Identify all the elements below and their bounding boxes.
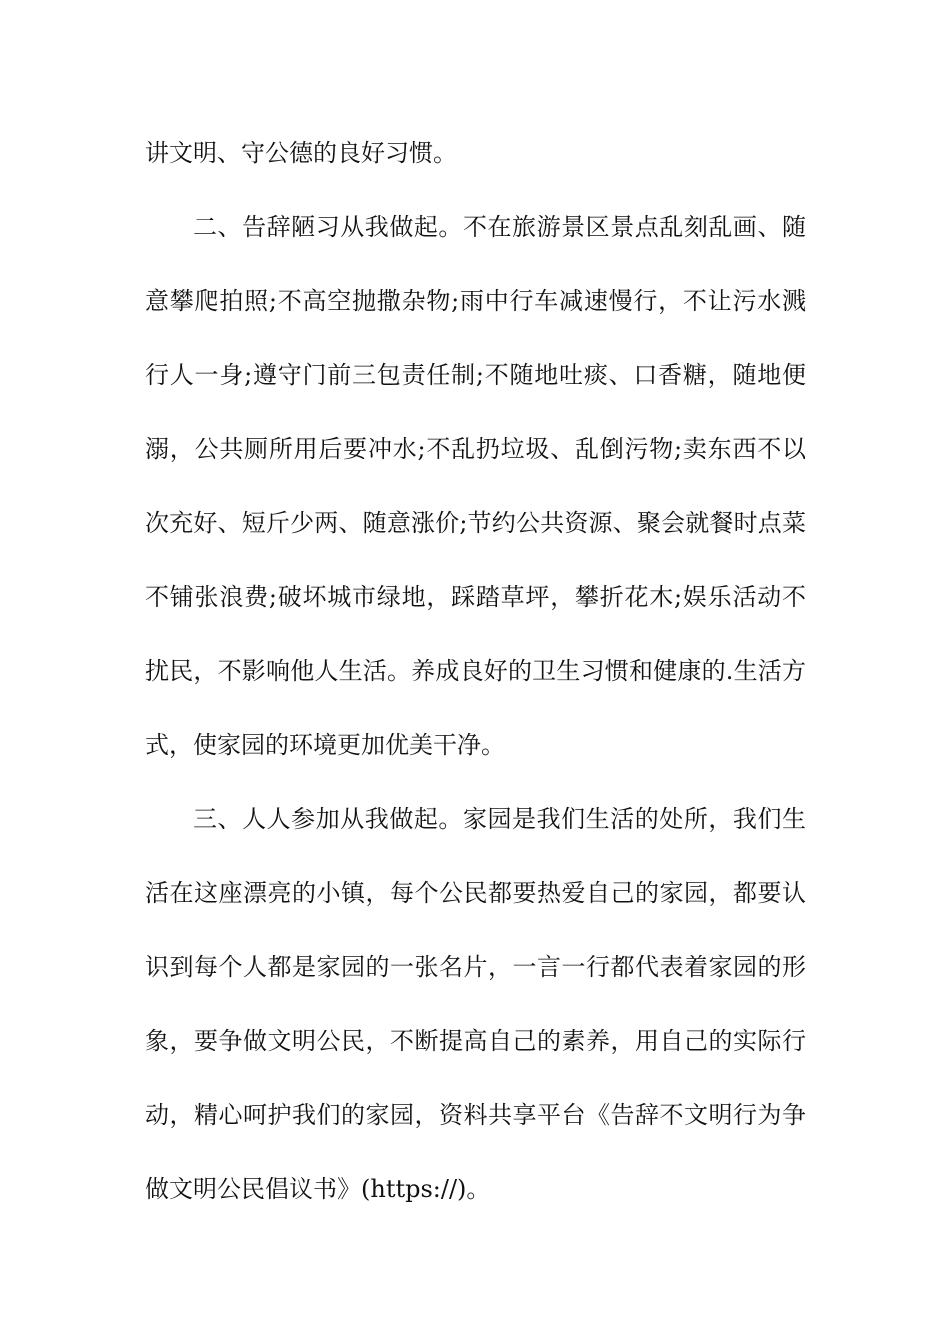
text-line bbox=[0, 431, 950, 467]
text-line bbox=[0, 283, 950, 319]
line-12: 识到每个人都是家园的一张名片，一言一行都代表着家园的形 bbox=[145, 953, 807, 981]
text-line bbox=[0, 727, 950, 763]
text-line bbox=[0, 1171, 950, 1207]
line-3: 意攀爬拍照;不高空抛撒杂物;雨中行车减速慢行，不让污水溅 bbox=[145, 287, 807, 315]
text-line bbox=[0, 653, 950, 689]
line-text bbox=[0, 135, 950, 171]
text-line bbox=[0, 1023, 950, 1059]
line-5: 溺，公共厕所用后要冲水;不乱扔垃圾、乱倒污物;卖东西不以 bbox=[145, 435, 807, 463]
line-2: 二、告辞陋习从我做起。不在旅游景区景点乱刻乱画、随 bbox=[193, 213, 807, 241]
text-line bbox=[0, 209, 950, 245]
line-8: 扰民，不影响他人生活。养成良好的卫生习惯和健康的.生活方 bbox=[145, 657, 807, 685]
text-line bbox=[0, 949, 950, 985]
text-line bbox=[0, 135, 950, 171]
text-line bbox=[0, 875, 950, 911]
text-line bbox=[0, 1097, 950, 1133]
line-1: 讲文明、守公德的良好习惯。 bbox=[145, 139, 457, 167]
text-line bbox=[0, 801, 950, 837]
line-15: 做文明公民倡议书》(https://)。 bbox=[145, 1175, 491, 1203]
line-13: 象，要争做文明公民，不断提高自己的素养，用自己的实际行 bbox=[145, 1027, 807, 1055]
line-7: 不铺张浪费;破坏城市绿地，踩踏草坪，攀折花木;娱乐活动不 bbox=[145, 583, 807, 611]
line-10: 三、人人参加从我做起。家园是我们生活的处所，我们生 bbox=[193, 805, 807, 833]
text-line bbox=[0, 357, 950, 393]
line-4: 行人一身;遵守门前三包责任制;不随地吐痰、口香糖，随地便 bbox=[145, 361, 807, 389]
line-11: 活在这座漂亮的小镇，每个公民都要热爱自己的家园，都要认 bbox=[145, 879, 807, 907]
line-9: 式，使家园的环境更加优美干净。 bbox=[145, 731, 505, 759]
text-line bbox=[0, 579, 950, 615]
line-14: 动，精心呵护我们的家园，资料共享平台《告辞不文明行为争 bbox=[145, 1101, 807, 1129]
line-6: 次充好、短斤少两、随意涨价;节约公共资源、聚会就餐时点菜 bbox=[145, 509, 807, 537]
text-line bbox=[0, 505, 950, 541]
